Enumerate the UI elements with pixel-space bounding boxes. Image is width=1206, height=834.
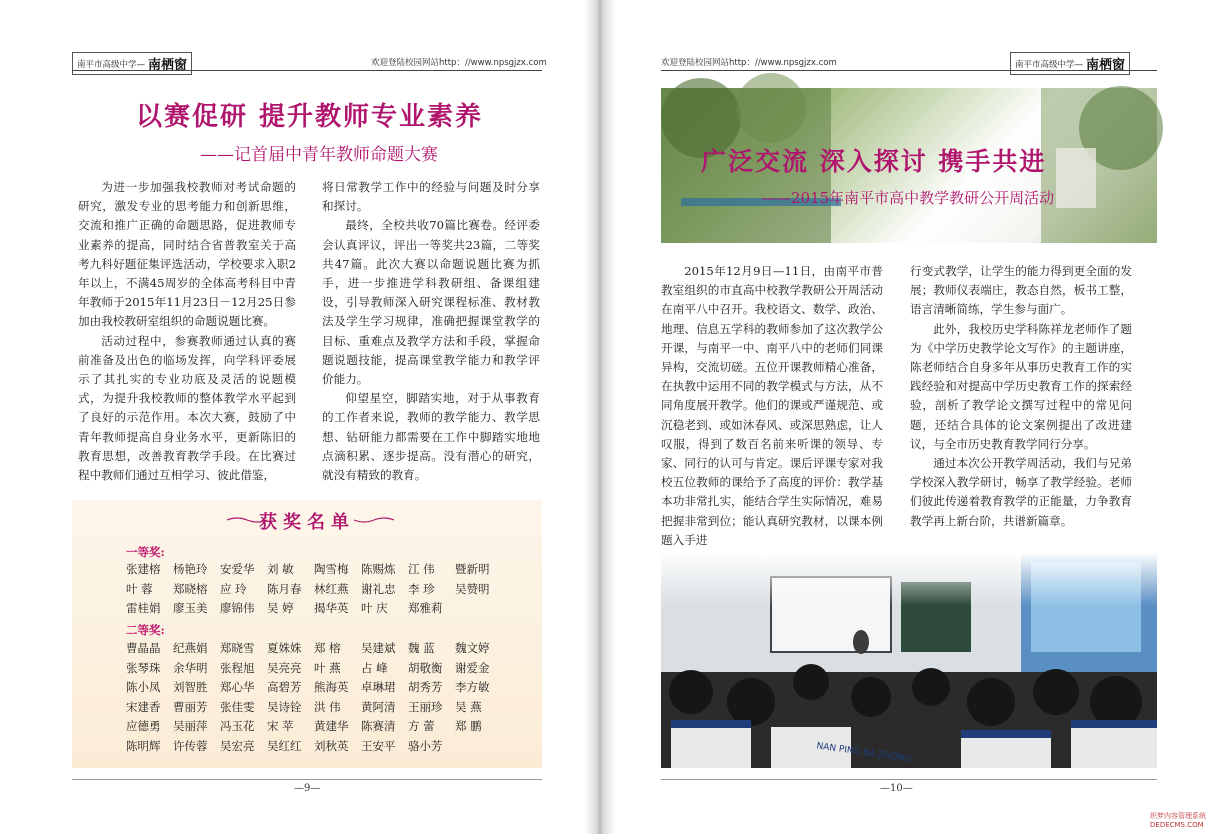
award-name: 曹晶晶 [126,641,161,655]
right-article-subtitle: ——2015年南平市高中教学教研公开周活动 [761,189,1055,207]
first-prize-names [126,560,506,619]
right-column-2 [910,262,1132,531]
award-name: 廖锦伟 [220,601,255,616]
award-name: 郑晓雪 [220,641,255,655]
brand-text: 南平市高级中学— [77,59,146,70]
award-name: 陈月春 [267,581,302,596]
award-name: 应 玲 [220,581,247,596]
brand-logo: 南栖窗 [1086,58,1126,73]
award-name: 陈小凤 [126,680,161,695]
watermark: 织梦内容管理系统 DEDECMS.COM [1150,812,1206,829]
award-name: 叶 庆 [361,601,388,616]
award-name: 王丽珍 [408,699,443,714]
award-name: 叶 燕 [314,660,341,675]
paragraph: 行变式教学，让学生的能力得到更全面的发展；教师仪表端庄，教态自然，板书工整，语言清晰简练，学生参与面广。 [910,264,1132,317]
award-name: 宋 苹 [267,719,294,734]
award-name: 谢礼忠 [361,581,396,596]
award-name: 江 伟 [408,562,435,576]
award-name: 李 珍 [408,581,435,596]
right-article-title: 广泛交流 深入探讨 携手共进 [701,147,1047,176]
award-name: 郑 榕 [314,641,341,655]
award-name: 张琴珠 [126,660,161,675]
award-name: 吴 婷 [267,601,294,616]
banner-image [661,88,1157,243]
award-name: 吴宏亮 [220,738,255,753]
left-article-subtitle: ——记首届中青年教师命题大赛 [200,145,438,165]
decor-swirl-right-icon [354,516,394,524]
award-name: 胡秀芳 [408,680,443,695]
award-name: 刘智胜 [173,680,208,695]
award-name: 张建榕 [126,562,161,576]
book-gutter [585,0,615,834]
right-footer-rule [661,779,1157,780]
brand-logo: 南栖窗 [148,58,188,73]
award-name: 吴赞明 [455,581,490,596]
award-name: 陶雪梅 [314,562,349,576]
second-prize-names [126,639,506,757]
award-name: 杨艳玲 [173,562,208,576]
award-name: 吴 燕 [455,699,482,714]
award-name: 骆小芳 [408,738,443,753]
right-header-rule [661,70,1157,71]
award-name: 陈赛清 [361,719,396,734]
award-name: 许传蓉 [173,738,208,753]
paragraph: 为进一步加强我校教师对考试命题的研究，激发专业的思考能力和创新思维，交流和推广正确的命题思路，促进教师专业素养的提高，同时结合省普教室关于高考九科好题征集评选活动，学校要求入职2年以上，不满45周岁的全体高考科目中青年教师于2015年11月23日－12月25日参加由我校教研室组织的命题说题比赛。 [78,180,296,329]
award-name: 陈明辉 [126,738,161,753]
award-name: 陈赐炼 [361,562,396,576]
award-name: 刘秋英 [314,738,349,753]
award-name: 叶 蓉 [126,581,153,596]
award-name: 黄阿清 [361,699,396,714]
first-prize-label: 一等奖: [126,545,165,559]
uniform-lettering: NAN PING BA ZHONG [815,741,913,765]
award-name: 胡敬衡 [408,660,443,675]
award-name: 暨新明 [455,562,490,576]
award-name: 安爱华 [220,562,255,576]
right-column-1 [661,262,883,550]
award-list-title: 获奖名单 [259,512,355,533]
award-name: 宋建香 [126,699,161,714]
award-name: 郑心华 [220,680,255,695]
award-name: 郑晓榕 [173,581,208,596]
award-name: 郑 鹏 [455,719,482,734]
paragraph: 将日常教学工作中的经验与问题及时分享和探讨。 [322,180,540,214]
paragraph: 通过本次公开教学周活动，我们与兄弟学校深入教学研讨，畅享了教学经验。老师们彼此传递着教育教学的正能量，力争教育教学再上新台阶，共谱新篇章。 [910,456,1132,528]
paragraph: 此外，我校历史学科陈祥龙老师作了题为《中学历史教学论文写作》的主题讲座，陈老师结合自身多年从事历史教育工作的实践经验和对提高中学历史教育工作的探索经验，剖析了教学论文撰写过程中的常见问题，还结合具体的论文案例提出了改进建议，与全市历史教育教学同行分享。 [910,321,1132,451]
award-name: 高碧芳 [267,680,302,695]
left-footer-rule [72,779,542,780]
right-page-number: —10— [880,783,913,794]
paragraph: 仰望星空，脚踏实地，对于从事教育的工作者来说，教师的教学能力、教学思想、钻研能力都需要在工作中脚踏实地地点滴积累、逐步提高。没有潜心的研究，就没有精致的教育。 [322,391,540,483]
award-name: 魏 蓝 [408,641,435,655]
award-name: 方 蕾 [408,719,435,734]
left-page-number: —9— [294,783,321,794]
paragraph: 最终，全校共收70篇比赛卷。经评委会认真评议，评出一等奖共23篇，二等奖共47篇。此次大赛以命题说题比赛为抓手，进一步推进学科教研组、备课组建设，引导教师深入研究课程标准、教材教法及学生学习规律，准确把握课堂教学的目标、重难点及教学方法和手段，掌握命题说题技能，提高课堂教学能力和教学评价能力。 [322,218,540,387]
award-name: 王安平 [361,738,396,753]
award-name: 吴红红 [267,738,302,753]
award-name: 谢爱金 [455,660,490,675]
award-name: 吴诗铨 [267,699,302,714]
award-name: 李方敏 [455,680,490,695]
left-header-brand [72,52,192,75]
award-name: 张佳雯 [220,699,255,714]
award-name: 占 峰 [361,660,388,675]
left-column-2 [322,178,540,485]
award-name: 廖玉美 [173,601,208,616]
left-header-site: 欢迎登陆校园网站http：//www.npsgjzx.com [371,58,547,68]
award-name: 余华明 [173,660,208,675]
award-name: 林红燕 [314,581,349,596]
paragraph: 2015年12月9日—11日，由南平市普教室组织的市直高中校教学教研公开周活动在南平八中召开。我校语文、数学、政治、地理、信息五学科的教师参加了这次教学公开课，与南平一中、南平八中的老师们同课异构，交流切磋。五位开课教师精心准备，在执教中运用不同的教学模式与方法，从不同角度展开教学。他们的课或严谨规范、或沉稳老到、或如沐春风、或深思熟虑，让人叹服，得到了数百名前来听课的领导、专家、同行的认可与肯定。课后评课专家对我校五位教师的课给予了高度的评价：教学基本功非常扎实，能结合学生实际情况，难易把握非常到位；能认真研究教材，以课本例题入手进 [661,264,883,547]
award-name: 吴丽萍 [173,719,208,734]
award-name: 曹丽芳 [173,699,208,714]
award-name: 张程旭 [220,660,255,675]
award-name: 郑雅莉 [408,601,443,616]
award-name: 纪燕娟 [173,641,208,655]
award-name: 熊海英 [314,680,349,695]
award-name: 卓琳珺 [361,680,396,695]
paragraph: 活动过程中，参赛教师通过认真的赛前准备及出色的临场发挥，向学科评委展示了其扎实的专业功底及灵活的说题模式，为提升我校教师的整体教学水平起到了良好的示范作用。本次大赛，鼓励了中青年教师提高自身业务水平，更新陈旧的教育思想，改善教育教学手段。在比赛过程中教师们通过互相学习、彼此借鉴， [78,333,296,483]
second-prize-label: 二等奖: [126,623,165,637]
award-name: 揭华英 [314,601,349,616]
right-header-brand [1010,52,1130,75]
award-name: 雷桂娟 [126,601,161,616]
classroom-scene-image [661,552,1157,768]
left-column-1 [78,178,296,485]
award-name: 吴建斌 [361,641,396,655]
left-header-rule [72,70,542,71]
award-name: 夏姝姝 [267,641,302,655]
right-header-site: 欢迎登陆校园网站http：//www.npsgjzx.com [661,58,837,68]
award-list-box [72,500,542,768]
award-name: 洪 伟 [314,699,341,714]
award-name: 冯玉花 [220,719,255,734]
classroom-photo [661,552,1157,768]
award-name: 应德勇 [126,719,161,734]
award-name: 黄建华 [314,719,349,734]
brand-text: 南平市高级中学— [1015,59,1084,70]
award-name: 刘 敏 [267,562,294,576]
award-name: 吴亮亮 [267,660,302,675]
left-article-title: 以赛促研 提升教师专业素养 [136,102,484,132]
award-name: 魏文婷 [455,641,490,655]
